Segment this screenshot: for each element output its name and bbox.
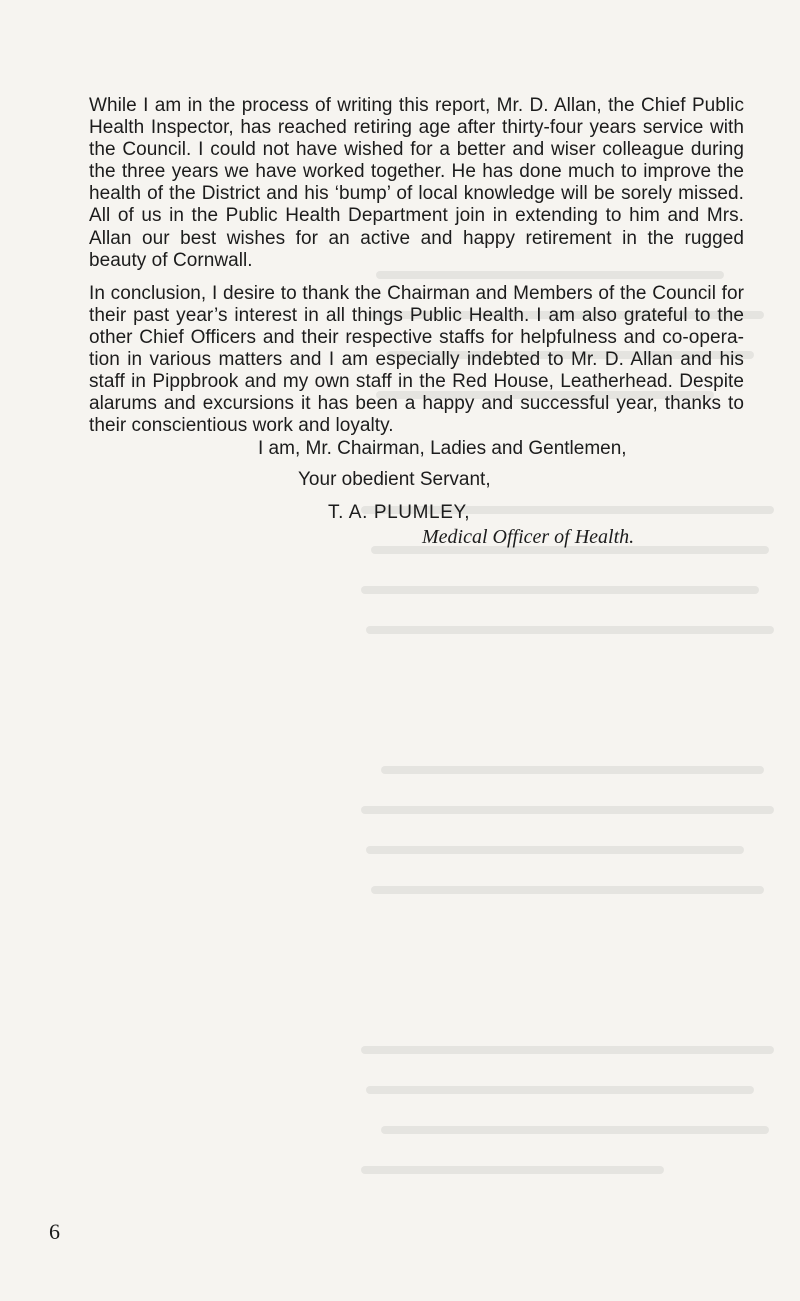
page-number: 6 xyxy=(49,1219,60,1244)
signatory-title: Medical Officer of Health. xyxy=(422,526,635,548)
valediction-line: Your obedient Servant, xyxy=(298,469,491,490)
report-body xyxy=(89,95,744,437)
retirement-paragraph: While I am in the process of writing this report, Mr. D. Allan, the Chief Public Health Inspector, has reached retiring age after thirty-four years service with the Council. I could not have wished for a better and wiser colleague during the three years we have worked together. He has done much to improve the health of the District and his ‘bump’ of local knowledge will be sorely missed. All of us in the Public Health Department join in extending to him and Mrs. Allan our best wishes for an active and happy retirement in the rugged beauty of Cornwall. xyxy=(89,95,744,271)
signatory-name: T. A. PLUMLEY, xyxy=(328,502,471,523)
salutation-line: I am, Mr. Chairman, Ladies and Gentlemen, xyxy=(258,438,627,459)
conclusion-paragraph: In conclusion, I desire to thank the Chairman and Members of the Council for their past year’s interest in all things Public Health. I am also grateful to the other Chief Officers and their respective staffs for helpfulness and co-opera- tion in various matters and I am especially indebted to Mr. D. Allan and his staff in Pippbrook and my own staff in the Red House, Leatherhead. Despite alarums and excursions it has been a happy and successful year, thanks to their conscientious work and loyalty. xyxy=(89,282,744,437)
